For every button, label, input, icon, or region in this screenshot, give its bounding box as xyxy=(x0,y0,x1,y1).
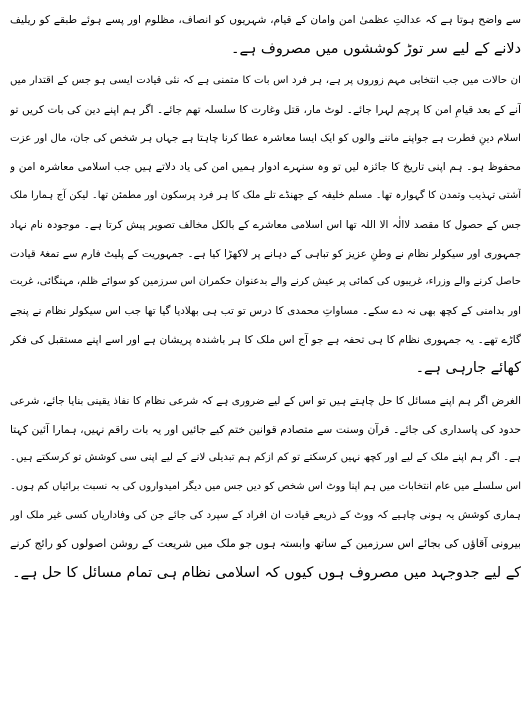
text-line: محفوظ ہو۔ ہم اپنی تاریخ کا جائزہ لیں تو وہ سنہرے ادوار ہمیں امن کی یاد دلاتے ہیں جب اسلامی معاشرہ امن و xyxy=(10,161,521,174)
text-line: آشتی تہذیب وتمدن کا گہوارہ تھا۔ مسلم خلیفہ کے جھنڈے تلے ملک کا ہر فرد پرسکون اور مطمئن تھا۔ لیکن آج ہمارا ملک xyxy=(10,190,521,202)
text-line: جس کے حصول کا مقصد لاالٰہ الا اللہ تھا اس اسلامی معاشرے کے بالکل مخالف تصویر پیش کرتا ہے۔ موجودہ نام نہاد xyxy=(10,218,521,231)
text-line: کھائے جارہی ہے۔ xyxy=(415,360,521,377)
paragraph-2 xyxy=(10,67,521,383)
text-line: ہماری کوشش یہ ہونی چاہیے کہ ووٹ کے ذریعے قیادت ان افراد کے سپرد کی جائے جن کی وفاداریاں کسی غیر ملک اور xyxy=(10,509,521,521)
text-line: کے لیے جدوجہد میں مصروف ہوں کیوں کہ اسلامی نظام ہی تمام مسائل کا حل ہے۔ xyxy=(12,565,521,582)
text-line: اس سلسلے میں عام انتخابات میں ہم اپنا ووٹ اس شخص کو دیں جس میں دیگر امیدواروں کی بہ نسبت برائیاں کم ہوں۔ xyxy=(10,481,521,492)
text-line: ہے۔ اگر ہم اپنے ملک کے لیے اور کچھ نہیں کرسکتے تو کم ازکم ہم تبدیلی لانے کے لیے اپنی سی کوشش تو کرسکتے ہیں۔ xyxy=(10,452,521,464)
text-line: حاصل کرنے والے وزراء، غریبوں کی کمائی پر عیش کرنے والے بدعنوان حکمران اس سرزمین کو سوائے ظلم، مہنگائی، غربت xyxy=(10,276,521,288)
text-line: ان حالات میں جب انتخابی مہم زوروں پر ہے، ہر فرد اس بات کا متمنی ہے کہ نئی قیادت ایسی ہو جس کے اقتدار میں xyxy=(10,75,521,87)
text-line: دلانے کے لیے سر توڑ کوششوں میں مصروف ہے۔ xyxy=(231,40,521,57)
paragraph-3 xyxy=(10,387,521,588)
text-line: آنے کے بعد قیامِ امن کا پرچم لہرا جائے۔ لوٹ مار، قتل وغارت کا سلسلہ تھم جائے۔ اگر ہم اپنے دین کی بات کریں تو xyxy=(10,104,521,117)
text-line: جمہوری اور سیکولر نظام نے وطنِ عزیز کو تباہی کے دہانے پر لاکھڑا کیا ہے۔ جمہوریت کے پلیٹ فارم سے تمغۂ قیادت xyxy=(10,247,521,260)
text-line: اور بدامنی کے کچھ بھی نہ دے سکے۔ مساواتِ محمدی کا درس تو تب ہی بھلادیا گیا تھا جب اس سیکولر نظام نے پنجے xyxy=(10,304,521,317)
text-line: بیرونی آقاؤں کی بجائے اس سرزمین کے ساتھ وابستہ ہوں جو ملک میں شریعت کے روشن اصولوں کو رائج کرنے xyxy=(10,537,521,551)
text-line: گاڑے تھے۔ یہ جمہوری نظام کا ہی تحفہ ہے جو آج اس ملک کا ہر باشندہ پریشان ہے اور اسے اپنے مستقبل کی فکر xyxy=(10,333,521,346)
text-line: حدود کی پاسداری کی جائے۔ قرآن وسنت سے متصادم قوانین ختم کیے جائیں اور یہ بات راقم نہیں، ہمارا آئین کہتا xyxy=(10,422,521,436)
text-line: سے واضح ہوتا ہے کہ عدالتِ عظمیٰ امن وامان کے قیام، شہریوں کو انصاف، مظلوم اور پسے ہوئے طبقے کو ریلیف xyxy=(10,14,521,26)
paragraph-1 xyxy=(10,6,521,63)
text-line: الغرض اگر ہم اپنے مسائل کا حل چاہتے ہیں تو اس کے لیے ضروری ہے کہ شرعی نظام کا نفاذ یقینی بنایا جائے، شرعی xyxy=(10,394,521,407)
text-line: اسلام دینِ فطرت ہے جواپنے ماننے والوں کو ایک ایسا معاشرہ عطا کرنا چاہتا ہے جہاں ہر شخص کی جان، مال اور عزت xyxy=(10,132,521,144)
